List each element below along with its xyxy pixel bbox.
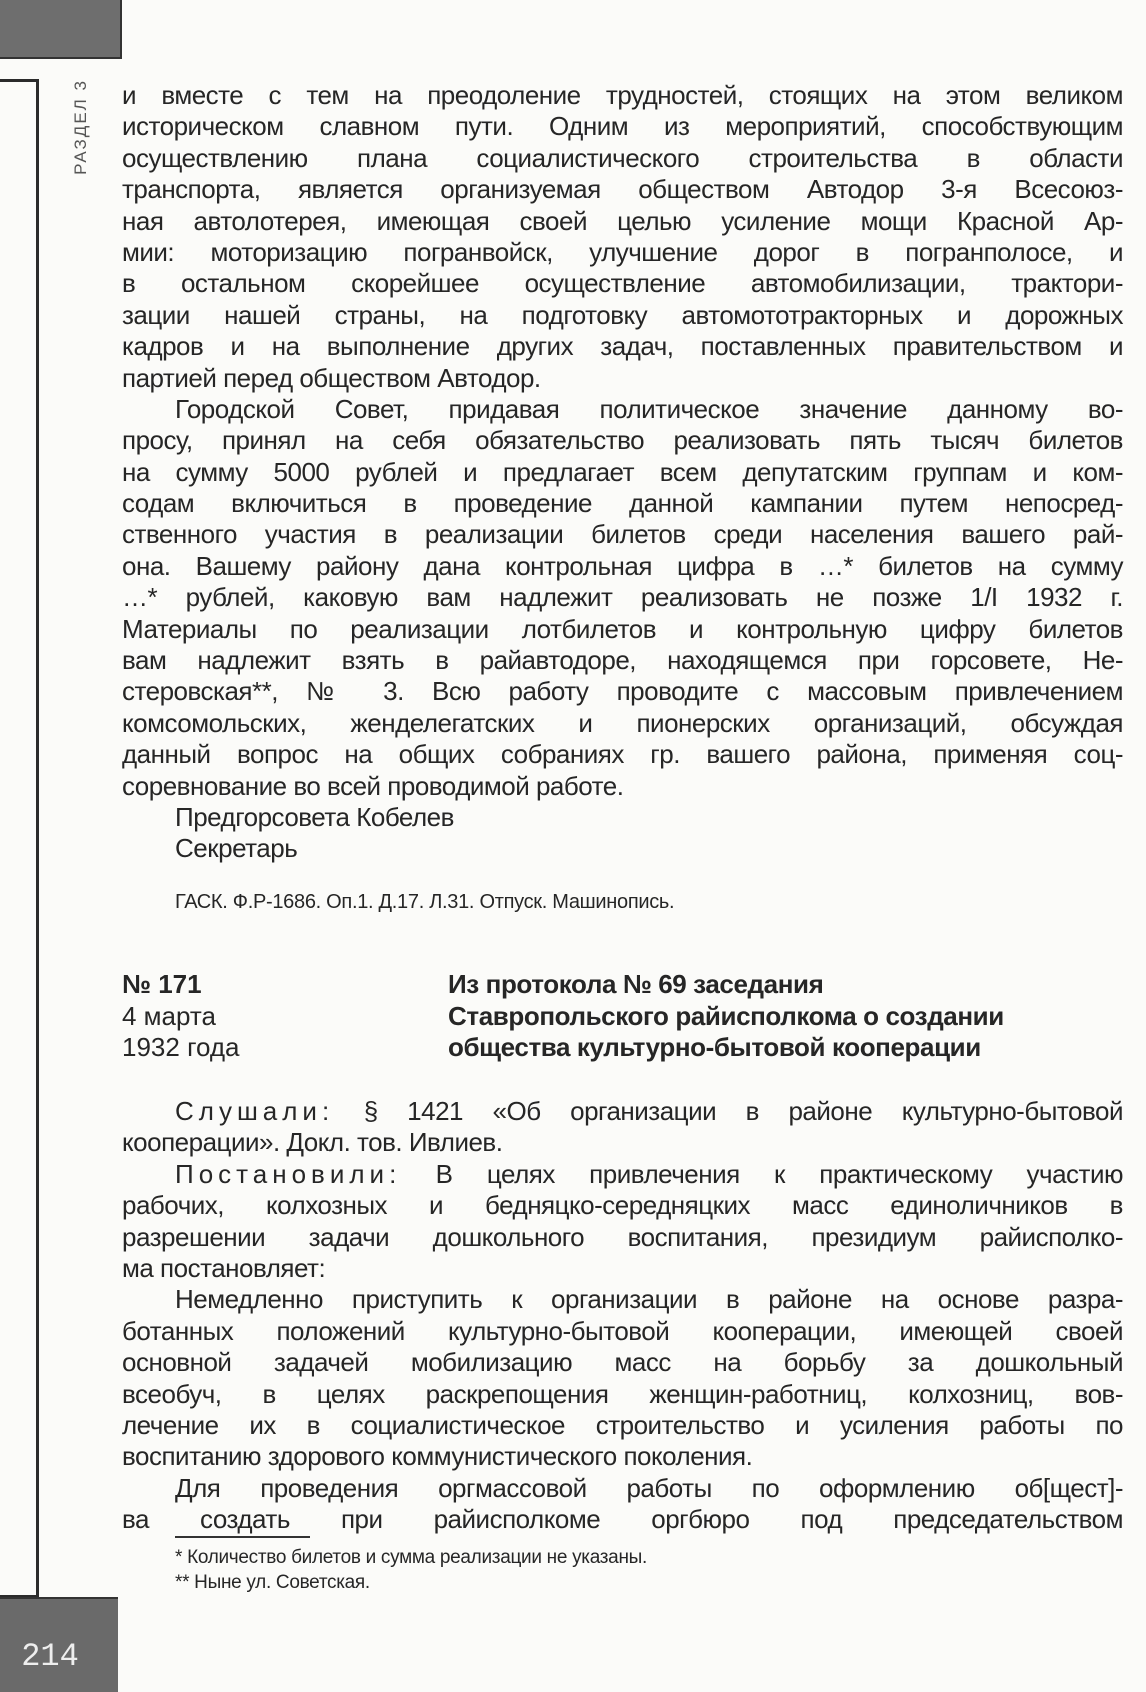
text-line: мии: моторизацию погранвойск, улучшение дорог в погранполосе, и	[122, 236, 1123, 267]
footnote-divider	[175, 1536, 310, 1538]
text-line: ва создать при райисполкоме оргбюро под председательством	[122, 1504, 1123, 1535]
document-171-heading	[122, 969, 1123, 1064]
page-number: 214	[21, 1638, 79, 1675]
document-date-year: 1932 года	[122, 1032, 240, 1062]
text-line: Городской Совет, придавая политическое значение данному во-	[175, 393, 1123, 424]
text-line: Немедленно приступить к организации в районе на основе разра-	[175, 1284, 1123, 1315]
text-line: стеровская**, № 3. Всю работу проводите с массовым привлечением	[122, 676, 1123, 707]
document-171-body	[122, 1096, 1123, 1535]
text-line: Предгорсовета Кобелев	[175, 801, 454, 832]
text-line: осуществлению плана социалистического строительства в области	[122, 142, 1123, 173]
top-corner-tab	[0, 0, 122, 59]
text-line: и вместе с тем на преодоление трудностей, стоящих на этом великом	[122, 80, 1123, 110]
text-line: зации нашей страны, на подготовку автомототракторных и дорожных	[122, 299, 1123, 330]
text-line: она. Вашему району дана контрольная цифра в …* билетов на сумму	[122, 550, 1123, 581]
text-line: всеобуч, в целях раскрепощения женщин-работниц, колхозниц, вов-	[122, 1378, 1123, 1409]
text-line: в остальном скорейшее осуществление автомобилизации, трактори-	[122, 268, 1123, 299]
text-line	[122, 1096, 1123, 1127]
text-line: Секретарь	[175, 833, 298, 864]
text-line: соревнование во всей проводимой работе.	[122, 770, 624, 801]
text-line: кадров и на выполнение других задач, поставленных правительством и	[122, 331, 1123, 362]
text-line: основной задачей мобилизацию масс на борьбу за дошкольный	[122, 1347, 1123, 1378]
text-line: Для проведения оргмассовой работы по оформлению об[щест]-	[175, 1472, 1123, 1503]
text-line: просу, принял на себя обязательство реализовать пять тысяч билетов	[122, 425, 1123, 456]
slushali-text: § 1421 «Об организации в районе культурно-бытовой	[334, 1096, 1123, 1126]
section-label: РАЗДЕЛ 3	[71, 79, 90, 175]
document-date-day: 4 марта	[122, 1000, 216, 1031]
text-line: лечение их в социалистическое строительство и усиления работы по	[122, 1409, 1123, 1440]
text-line: на сумму 5000 рублей и предлагает всем депутатским группам и ком-	[122, 456, 1123, 487]
document-title-line: Из протокола № 69 заседания	[448, 969, 824, 999]
document-number: № 171	[122, 969, 202, 999]
text-line: историческом славном пути. Одним из мероприятий, способствующим	[122, 111, 1123, 142]
archive-reference: ГАСК. Ф.Р-1686. Оп.1. Д.17. Л.31. Отпуск. Машинопись.	[175, 891, 675, 913]
text-line: кооперации». Докл. тов. Ивлиев.	[122, 1127, 503, 1158]
text-line: ботанных положений культурно-бытовой кооперации, имеющей своей	[122, 1315, 1123, 1346]
document-title-line: Ставропольского райисполкома о создании	[448, 1000, 1004, 1031]
text-line: ная автолотерея, имеющая своей целью усиление мощи Красной Ар-	[122, 205, 1123, 236]
slushali-label: Слушали:	[175, 1096, 335, 1126]
text-line: воспитанию здорового коммунистического поколения.	[122, 1441, 753, 1472]
text-line	[122, 1159, 1123, 1190]
postanovili-text: В целях привлечения к практическому участию	[401, 1158, 1123, 1189]
postanovili-label: Постановили:	[175, 1158, 402, 1189]
text-line: рабочих, колхозных и бедняцко-середняцких масс единоличников в	[122, 1190, 1123, 1221]
text-line: …* рублей, каковую вам надлежит реализовать не позже 1/I 1932 г.	[122, 582, 1123, 613]
document-title-line: общества культурно-бытовой кооперации	[448, 1032, 981, 1062]
text-line: содам включиться в проведение данной кампании путем непосред-	[122, 488, 1123, 519]
text-line: вам надлежит взять в райавтодоре, находящемся при горсовете, Не-	[122, 645, 1123, 676]
text-line: ственного участия в реализации билетов среди населения вашего рай-	[122, 519, 1123, 550]
document-170-body	[122, 80, 1123, 865]
footnote: ** Ныне ул. Советская.	[175, 1572, 370, 1593]
text-line: транспорта, является организуемая обществом Автодор 3-я Всесоюз-	[122, 174, 1123, 205]
footnote: * Количество билетов и сумма реализации не указаны.	[175, 1547, 647, 1568]
text-line: ма постановляет:	[122, 1252, 326, 1283]
text-line: комсомольских, женделегатских и пионерских организаций, обсуждая	[122, 707, 1123, 738]
margin-frame	[0, 79, 39, 1598]
text-line: разрешении задачи дошкольного воспитания, президиум райисполко-	[122, 1221, 1123, 1252]
text-line: Материалы по реализации лотбилетов и контрольную цифру билетов	[122, 613, 1123, 644]
text-line: партией перед обществом Автодор.	[122, 362, 541, 393]
text-line: данный вопрос на общих собраниях гр. вашего района, применяя соц-	[122, 739, 1123, 770]
